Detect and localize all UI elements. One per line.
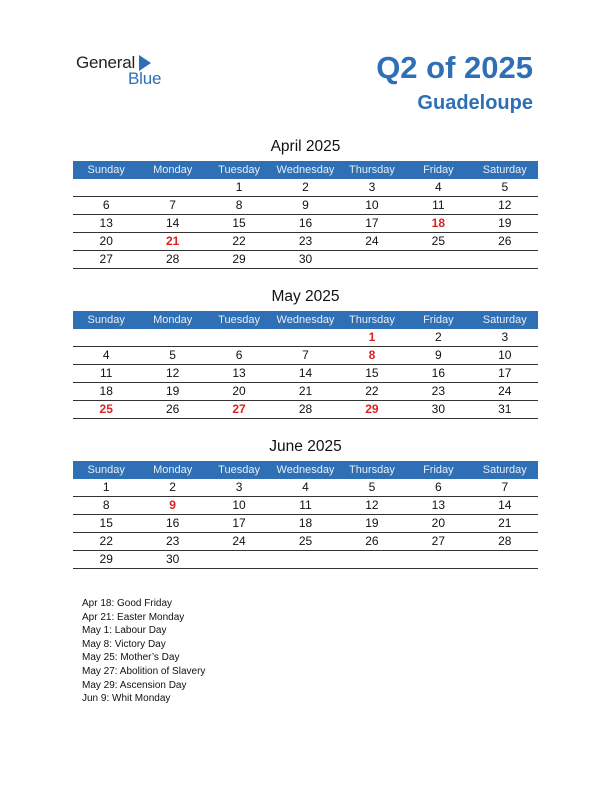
day-cell: 17 xyxy=(498,366,512,380)
day-cell: 8 xyxy=(102,498,110,512)
holiday-item: May 8: Victory Day xyxy=(82,638,166,650)
holiday-day-cell: 18 xyxy=(431,216,446,230)
day-cell: 26 xyxy=(498,234,512,248)
holiday-day-cell: 9 xyxy=(169,498,176,512)
month-title: June 2025 xyxy=(269,438,342,455)
day-cell: 24 xyxy=(498,384,512,398)
day-cell: 14 xyxy=(165,216,180,230)
weekday-label: Wednesday xyxy=(276,464,335,476)
week-row xyxy=(73,365,538,383)
month-title: May 2025 xyxy=(271,288,340,305)
day-cell: 19 xyxy=(165,384,180,398)
holiday-day-cell: 29 xyxy=(365,402,379,416)
day-cell: 18 xyxy=(99,384,113,398)
day-cell: 9 xyxy=(302,198,309,212)
day-cell: 14 xyxy=(498,498,512,512)
day-cell: 22 xyxy=(232,234,246,248)
day-cell: 3 xyxy=(235,480,243,494)
empty-day-cell xyxy=(272,329,338,346)
day-cell: 3 xyxy=(368,180,376,194)
day-cell: 24 xyxy=(232,534,246,548)
month-calendar-april xyxy=(73,136,538,269)
day-cell: 13 xyxy=(99,216,113,230)
day-cell: 4 xyxy=(435,180,442,194)
empty-day-cell xyxy=(405,251,471,268)
day-cell: 25 xyxy=(298,534,313,548)
empty-day-cell xyxy=(73,329,139,346)
weekday-label: Tuesday xyxy=(218,464,260,476)
empty-day-cell xyxy=(206,551,272,568)
week-row xyxy=(73,233,538,251)
logo xyxy=(76,53,176,89)
day-cell: 8 xyxy=(235,198,243,212)
day-cell: 6 xyxy=(235,348,243,362)
day-cell: 22 xyxy=(99,534,113,548)
day-cell: 27 xyxy=(99,252,113,266)
day-cell: 30 xyxy=(165,552,180,566)
page-title: Q2 of 2025 xyxy=(376,50,533,85)
day-cell: 28 xyxy=(165,252,180,266)
week-row xyxy=(73,347,538,365)
month-title: April 2025 xyxy=(270,138,341,155)
holiday-item: Jun 9: Whit Monday xyxy=(82,693,171,705)
day-cell: 11 xyxy=(99,366,113,380)
week-row xyxy=(73,551,538,569)
day-cell: 27 xyxy=(431,534,446,548)
week-row xyxy=(73,179,538,197)
logo-text-blue: Blue xyxy=(128,69,162,88)
day-cell: 12 xyxy=(165,366,180,380)
day-cell: 2 xyxy=(302,180,309,194)
weekday-header xyxy=(73,311,538,329)
day-cell: 10 xyxy=(232,498,246,512)
page-subtitle: Guadeloupe xyxy=(417,92,533,114)
day-cell: 31 xyxy=(498,402,512,416)
holiday-day-cell: 25 xyxy=(99,402,113,416)
day-cell: 22 xyxy=(365,384,379,398)
weekday-label: Friday xyxy=(423,164,454,176)
weekday-header xyxy=(73,461,538,479)
day-cell: 20 xyxy=(99,234,113,248)
day-cell: 11 xyxy=(432,198,445,212)
weekday-label: Saturday xyxy=(482,314,527,326)
day-cell: 21 xyxy=(498,516,512,530)
weekday-label: Wednesday xyxy=(276,164,335,176)
holiday-list xyxy=(82,597,205,706)
day-cell: 13 xyxy=(232,366,246,380)
day-cell: 1 xyxy=(235,180,243,194)
day-cell: 5 xyxy=(368,480,376,494)
week-row xyxy=(73,197,538,215)
empty-day-cell xyxy=(206,329,272,346)
day-cell: 10 xyxy=(365,198,379,212)
day-cell: 3 xyxy=(501,330,509,344)
day-cell: 20 xyxy=(232,384,246,398)
day-cell: 23 xyxy=(431,384,446,398)
month-calendar-may xyxy=(73,286,538,419)
day-cell: 16 xyxy=(431,366,446,380)
weekday-label: Monday xyxy=(153,164,193,176)
day-cell: 5 xyxy=(169,348,176,362)
holiday-day-cell: 21 xyxy=(165,234,180,248)
day-cell: 4 xyxy=(302,480,309,494)
day-cell: 10 xyxy=(498,348,512,362)
day-cell: 28 xyxy=(298,402,313,416)
day-cell: 29 xyxy=(99,552,113,566)
day-cell: 19 xyxy=(498,216,512,230)
weekday-label: Monday xyxy=(153,464,193,476)
day-cell: 23 xyxy=(165,534,180,548)
day-cell: 13 xyxy=(431,498,446,512)
day-cell: 4 xyxy=(102,348,110,362)
weekday-label: Tuesday xyxy=(218,314,260,326)
weekday-label: Sunday xyxy=(87,164,125,176)
holiday-day-cell: 27 xyxy=(232,402,246,416)
weekday-label: Monday xyxy=(153,314,193,326)
empty-day-cell xyxy=(472,551,538,568)
day-cell: 15 xyxy=(232,216,246,230)
empty-day-cell xyxy=(472,251,538,268)
month-calendar-june xyxy=(73,436,538,569)
weekday-label: Saturday xyxy=(482,464,527,476)
day-cell: 25 xyxy=(431,234,446,248)
weekday-label: Wednesday xyxy=(276,314,335,326)
day-cell: 16 xyxy=(165,516,180,530)
day-cell: 7 xyxy=(501,480,509,494)
day-cell: 1 xyxy=(102,480,110,494)
empty-day-cell xyxy=(339,551,405,568)
day-cell: 12 xyxy=(365,498,379,512)
weekday-label: Sunday xyxy=(87,314,125,326)
day-cell: 14 xyxy=(298,366,313,380)
weekday-label: Thursday xyxy=(348,464,395,476)
weekday-label: Friday xyxy=(423,314,454,326)
holiday-item: May 25: Mother’s Day xyxy=(82,652,180,664)
day-cell: 2 xyxy=(169,480,176,494)
day-cell: 28 xyxy=(498,534,512,548)
week-row xyxy=(73,401,538,419)
day-cell: 9 xyxy=(435,348,442,362)
day-cell: 30 xyxy=(431,402,446,416)
day-cell: 20 xyxy=(431,516,446,530)
day-cell: 11 xyxy=(299,498,312,512)
day-cell: 18 xyxy=(298,516,313,530)
day-cell: 12 xyxy=(498,198,512,212)
week-row xyxy=(73,515,538,533)
holiday-item: May 1: Labour Day xyxy=(82,625,167,637)
day-cell: 6 xyxy=(435,480,442,494)
day-cell: 15 xyxy=(365,366,379,380)
day-cell: 6 xyxy=(102,198,110,212)
day-cell: 5 xyxy=(501,180,509,194)
empty-day-cell xyxy=(405,551,471,568)
empty-day-cell xyxy=(272,551,338,568)
day-cell: 7 xyxy=(169,198,176,212)
day-cell: 29 xyxy=(232,252,246,266)
week-row xyxy=(73,533,538,551)
day-cell: 17 xyxy=(365,216,379,230)
day-cell: 16 xyxy=(298,216,313,230)
empty-day-cell xyxy=(139,179,205,196)
day-cell: 26 xyxy=(365,534,379,548)
day-cell: 15 xyxy=(99,516,113,530)
day-cell: 21 xyxy=(298,384,313,398)
logo-text-general: General xyxy=(76,53,136,72)
day-cell: 30 xyxy=(298,252,313,266)
empty-day-cell xyxy=(339,251,405,268)
weekday-label: Thursday xyxy=(348,164,395,176)
week-row xyxy=(73,497,538,515)
day-cell: 2 xyxy=(435,330,442,344)
day-cell: 23 xyxy=(298,234,313,248)
empty-day-cell xyxy=(73,179,139,196)
day-cell: 24 xyxy=(365,234,379,248)
week-row xyxy=(73,215,538,233)
day-cell: 7 xyxy=(302,348,309,362)
holiday-day-cell: 1 xyxy=(368,330,376,344)
week-row xyxy=(73,383,538,401)
holiday-item: May 27: Abolition of Slavery xyxy=(82,665,206,677)
day-cell: 17 xyxy=(232,516,246,530)
weekday-label: Thursday xyxy=(348,314,395,326)
weekday-label: Tuesday xyxy=(218,164,260,176)
weekday-header xyxy=(73,161,538,179)
holiday-item: May 29: Ascension Day xyxy=(82,679,187,691)
week-row xyxy=(73,329,538,347)
weekday-label: Sunday xyxy=(87,464,125,476)
week-row xyxy=(73,479,538,497)
week-row xyxy=(73,251,538,269)
weekday-label: Friday xyxy=(423,464,454,476)
holiday-day-cell: 8 xyxy=(368,348,376,362)
weekday-label: Saturday xyxy=(482,164,527,176)
holiday-item: Apr 21: Easter Monday xyxy=(82,611,185,623)
holiday-item: Apr 18: Good Friday xyxy=(82,598,173,609)
day-cell: 26 xyxy=(165,402,180,416)
day-cell: 19 xyxy=(365,516,379,530)
empty-day-cell xyxy=(139,329,205,346)
